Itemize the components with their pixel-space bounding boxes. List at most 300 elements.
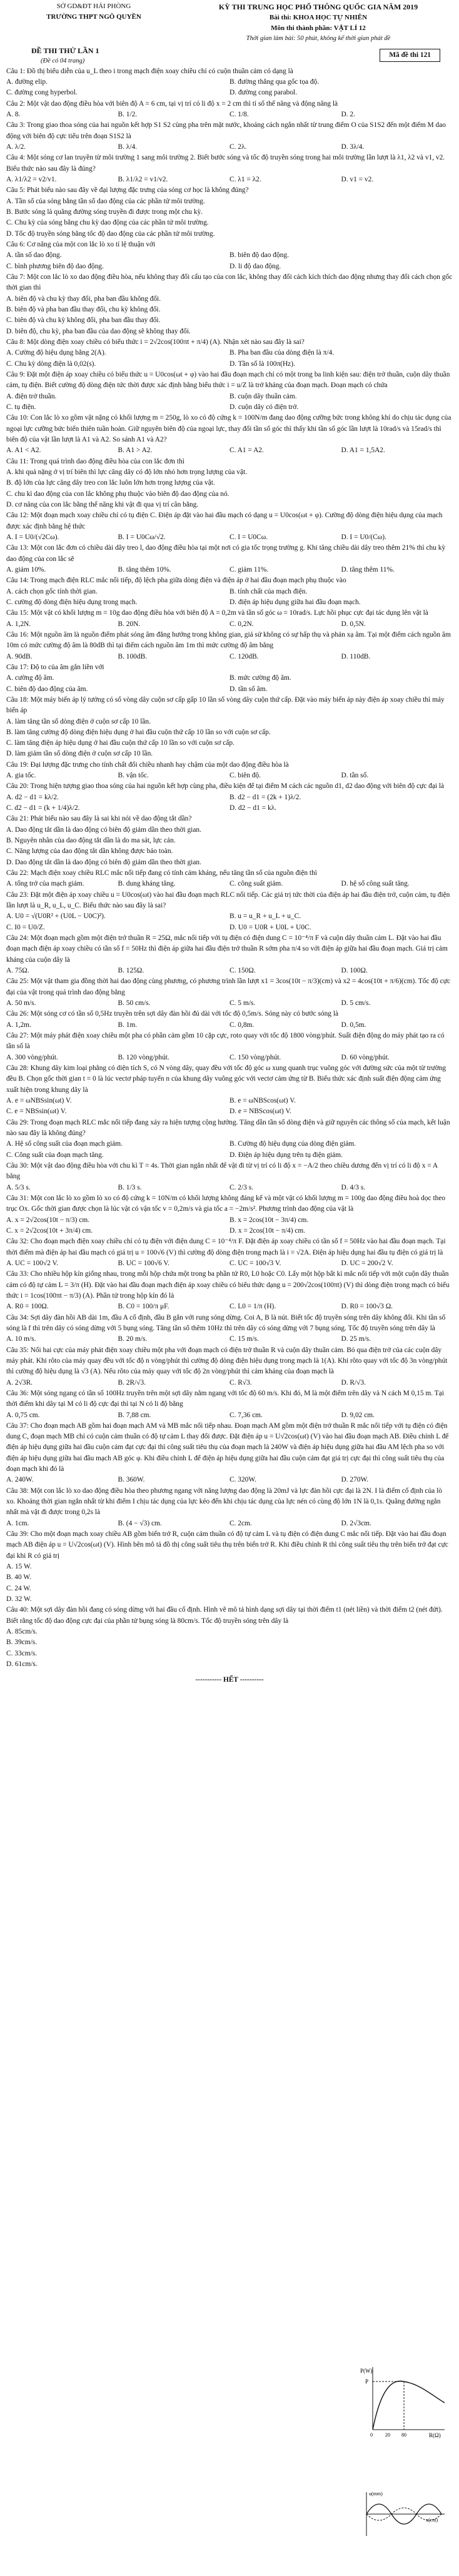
school-block xyxy=(6,1,181,44)
exam-subheader xyxy=(6,45,453,66)
question-9 xyxy=(6,370,453,413)
answer-option: A. 240W. xyxy=(6,1476,34,1484)
answer-option: B. 120 vòng/phút. xyxy=(118,1053,169,1061)
answer-option: B. Nguyên nhân của dao động tắt dần là do ma sát, lực cản. xyxy=(6,837,176,845)
answer-option: B. 360W. xyxy=(118,1476,145,1484)
page-count: (Đề có 04 trang) xyxy=(41,57,85,64)
standing-wave-figure xyxy=(360,2489,448,2539)
answer-option: A. cường độ âm. xyxy=(6,674,54,682)
answer-option: B. tăng thêm 10%. xyxy=(118,565,171,573)
answer-options xyxy=(6,770,453,781)
answer-option: C. I0 = U0/Z. xyxy=(6,923,45,931)
answer-option: B. 100dB. xyxy=(118,652,148,660)
answer-option: D. 100Ω. xyxy=(341,967,368,975)
answer-option: A. khi quả nặng ở vị trí biên thì lực căng dây có độ lớn nhỏ hơn trọng lượng của vật. xyxy=(6,468,248,476)
answer-option: B. d2 − d1 = (2k + 1)λ/2. xyxy=(230,793,301,801)
answer-option: D. 4/3 s. xyxy=(341,1183,366,1191)
question-20 xyxy=(6,781,453,814)
question-37 xyxy=(6,1421,453,1486)
answer-options xyxy=(6,445,453,456)
question-stem: Câu 1: Đồ thị biểu diễn của u_L theo i trong mạch điện xoay chiều chỉ có cuộn thuần cảm có dạng là xyxy=(6,67,293,75)
answer-option: B. A1 > A2. xyxy=(118,447,153,455)
question-24 xyxy=(6,933,453,976)
answer-option: B. I = U0Cω/√2. xyxy=(118,533,166,541)
answer-option: A. 2√3R. xyxy=(6,1378,33,1386)
answer-option: D. v1 = v2. xyxy=(341,176,374,184)
question-stem: Câu 9: Đặt một điện áp xoay chiều có biểu thức u = U0cos(ωt + φ) vào hai đầu đoạn mạch chỉ có một trong ba linh kiện sau: điện trở thuần, cuộn dây thuần cảm, tụ điện. Biết cường độ dòng điện tức thời được xác định bằng biểu thức i = u/Z là trở kháng của đoạn mạch. Đoạn mạch có chứa xyxy=(6,371,450,390)
answer-option: D. li độ dao động. xyxy=(230,262,281,270)
answer-option: D. UC = 200√2 V. xyxy=(341,1259,393,1267)
answer-option: C. Chu kỳ của sóng bằng chu kỳ dao động của các phần tử môi trường. xyxy=(6,219,209,227)
answer-option: B. mức cường độ âm. xyxy=(230,674,291,682)
answer-options xyxy=(6,1378,453,1388)
exam-header xyxy=(6,0,453,44)
answer-option: D. A1 = 1,5A2. xyxy=(341,447,385,455)
answer-option: D. 0,5N. xyxy=(341,620,366,628)
answer-option: D. đường cong parabol. xyxy=(230,89,298,97)
answer-option: B. e = ωNBScos(ωt) V. xyxy=(230,1096,296,1104)
answer-option: D. 270W. xyxy=(341,1476,369,1484)
answer-option: C. A1 = A2. xyxy=(230,447,264,455)
answer-options xyxy=(6,652,453,662)
question-stem: Câu 6: Cơ năng của một con lắc lò xo tỉ lệ thuận với xyxy=(6,241,156,249)
question-stem: Câu 17: Độ to của âm gắn liền với xyxy=(6,663,104,671)
answer-option: A. d2 − d1 = kλ/2. xyxy=(6,793,59,801)
question-stem: Câu 25: Một vật tham gia đồng thời hai dao động cùng phương, có phương trình lần lượt x1 = 3cos(10t − π/3)(cm) và x2 = 4cos(10t + π/6)(cm). Tốc độ cực đại của vật trong quá trình dao động bằng xyxy=(6,977,450,996)
answer-options xyxy=(6,1183,453,1193)
answer-options xyxy=(6,532,453,543)
answer-option: C. biên độ dao động của âm. xyxy=(6,685,88,693)
question-30 xyxy=(6,1161,453,1193)
answer-option: C. d2 − d1 = (k + 1/4)λ/2. xyxy=(6,804,80,812)
answer-option: B. vận tốc. xyxy=(118,772,149,780)
answer-option: D. 2. xyxy=(341,111,355,119)
answer-option: A. biên độ và chu kỳ thay đổi, pha ban đầu không đổi. xyxy=(6,295,161,303)
answer-option: C. 0,8m. xyxy=(230,1021,255,1029)
question-stem: Câu 39: Cho một đoạn mạch xoay chiều AB gồm biến trở R, cuộn cảm thuần có độ tự cảm L và tụ điện có điện dung C mắc nối tiếp. Đặt vào hai đầu đoạn mạch AB điện áp u = U√2cos(ωt) (V). Hình bên mô tả đồ thị công suất tiêu thụ trên biến trở R. Khi điều chỉnh R thì công suất tiêu thụ trên biến trở đạt cực đại khi R có giá trị xyxy=(6,1530,448,1560)
answer-option: B. C0 = 100/π μF. xyxy=(118,1303,169,1311)
answer-option: B. Bước sóng là quãng đường sóng truyền đi được trong một chu kỳ. xyxy=(6,208,203,216)
question-2 xyxy=(6,99,453,121)
answer-option: A. UC = 100√2 V. xyxy=(6,1259,59,1267)
answer-option: C. x = 2√2cos(10t + 3π/4) cm. xyxy=(6,1226,93,1235)
answer-option: A. điện trở thuần. xyxy=(6,392,57,400)
answer-option: C. 7,36 cm. xyxy=(230,1411,263,1419)
answer-option: C. 5 m/s. xyxy=(230,999,256,1008)
answer-option: B. 1m. xyxy=(118,1021,138,1029)
answer-option: A. 10 m/s. xyxy=(6,1335,36,1343)
answer-options xyxy=(6,619,453,630)
answer-option: A. cách chọn gốc tính thời gian. xyxy=(6,587,98,595)
answer-option: C. biên độ và chu kỳ không đổi, pha ban đầu thay đổi. xyxy=(6,316,161,325)
exam-time: Thời gian làm bài: 50 phút, không kể thời gian phát đề xyxy=(246,34,391,42)
question-stem: Câu 30: Một vật dao động điều hòa với chu kì T = 4s. Thời gian ngắn nhất để vật đi từ vị trí có li độ x = −A/2 theo chiều dương đến vị trí có li độ x = A bằng xyxy=(6,1161,438,1181)
answer-option: A. 5/3 s. xyxy=(6,1183,31,1191)
question-stem: Câu 8: Một dòng điện xoay chiều có biểu thức i = 2√2cos(100πt + π/4) (A). Nhận xét nào sau đây là sai? xyxy=(6,338,305,346)
question-16 xyxy=(6,630,453,662)
answer-option: C. 0,2N. xyxy=(230,620,254,628)
fig39-peak: P xyxy=(365,2378,369,2385)
answer-option: A. 50 m/s. xyxy=(6,999,36,1008)
answer-option: C. 2/3 s. xyxy=(230,1183,253,1191)
question-stem: Câu 20: Trong hiện tượng giao thoa sóng của hai nguồn kết hợp cùng pha, điều kiện để tại điểm M cách các nguồn d1, d2 dao động với biên độ cực đại là xyxy=(6,782,445,790)
answer-option: C. giảm 11%. xyxy=(230,565,269,573)
answer-options xyxy=(6,1562,453,1605)
answer-option: A. x = 2√2cos(10t − π/3) cm. xyxy=(6,1216,90,1224)
answer-option: D. làm giảm tần số dòng điện ở cuộn sơ cấp 10 lần. xyxy=(6,750,153,758)
answer-option: B. (4 − √3) cm. xyxy=(118,1519,162,1527)
question-stem: Câu 36: Một sóng ngang có tần số 100Hz truyền trên một sợi dây nằm ngang với tốc độ 60 m/s. Khi đó, M là một điểm trên dây và N cách M 0,15 m. Tại thời điểm khi dây tại M có li độ cực đại thì tại N có li độ bằng xyxy=(6,1389,444,1408)
answer-options xyxy=(6,1020,453,1031)
exam-code: Mã đề thi 121 xyxy=(380,49,440,62)
answer-options xyxy=(6,1215,453,1237)
exam-section: Bài thi: KHOA HỌC TỰ NHIÊN xyxy=(269,14,368,22)
question-stem: Câu 34: Sợi dây đàn hồi AB dài 1m, đầu A cố định, đầu B gắn với rung sóng dừng. Coi A, B là nút. Biết tốc độ truyền sóng trên dây không đổi. Khi tần số sóng là f thì trên dây có sóng dừng với 5 bụng sóng. Tăng tần số thêm 10Hz thì trên dây có sóng dừng với 7 bụng sóng. Tốc độ truyền sóng trên dây là xyxy=(6,1313,446,1332)
question-list xyxy=(6,66,453,1670)
answer-option: D. điện áp hiệu dụng giữa hai đầu đoạn mạch. xyxy=(230,598,361,606)
answer-option: D. x = 2cos(10t − π/4) cm. xyxy=(230,1226,306,1235)
answer-options xyxy=(6,196,453,240)
answer-option: D. 2√3cm. xyxy=(341,1519,371,1527)
answer-option: C. tụ điện. xyxy=(6,403,36,411)
question-stem: Câu 5: Phát biểu nào sau đây về đại lượng đặc trưng của sóng cơ học là không đúng? xyxy=(6,186,249,194)
question-stem: Câu 40: Một sợi dây đàn hồi đang có sóng dừng với hai đầu cố định. Hình vẽ mô tả hình dạng sợi dây tại thời điểm t1 (nét liền) và thời điểm t2 (nét đứt). Biết rằng tốc độ dao động cực đại của phần tử bụng sóng là 80cm/s. Tốc độ truyền sóng trên dây là xyxy=(6,1606,443,1625)
question-7 xyxy=(6,272,453,337)
answer-option: A. 0,75 cm. xyxy=(6,1411,40,1419)
question-stem: Câu 37: Cho đoạn mạch AB gồm hai đoạn mạch AM và MB mắc nối tiếp nhau. Đoạn mạch AM gồm một điện trở thuần R mắc nối tiếp với tụ điện có điện dung C, đoạn mạch MB chỉ có cuộn cảm thuần có độ tự cảm L thay đổi được. Đặt điện áp u = U√2cos(ωt) (V) vào hai đầu đoạn mạch AB. Điều chỉnh L để điện áp hiệu dụng giữa hai đầu cuộn cảm đạt cực đại thì công suất tiêu thụ của đoạn mạch là 240W và điện áp hiệu dụng giữa hai đầu AM lệch pha so với điện áp hiệu dụng giữa hai đầu mạch AB góc φ. Khi điều chỉnh L để điện áp hiệu dụng giữa hai đầu cuộn cảm đạt giá trị cực đại thì công suất tiêu thụ của đoạn mạch khi đó là xyxy=(6,1422,449,1473)
answer-option: C. 2λ. xyxy=(230,143,247,151)
answer-option: D. 9,02 cm. xyxy=(341,1411,375,1419)
question-1 xyxy=(6,66,453,99)
answer-option: C. Năng lượng của dao động tắt dần không được bảo toàn. xyxy=(6,847,173,856)
answer-options xyxy=(6,825,453,868)
answer-option: D. Tần số là 100π(Hz). xyxy=(230,360,295,368)
answer-option: B. 20 m/s. xyxy=(118,1335,148,1343)
question-12 xyxy=(6,510,453,543)
answer-options xyxy=(6,1410,453,1421)
question-29 xyxy=(6,1118,453,1161)
question-stem: Câu 14: Trong mạch điện RLC mắc nối tiếp, độ lệch pha giữa dòng điện và điện áp ở hai đầu đoạn mạch phụ thuộc vào xyxy=(6,577,346,585)
question-40 xyxy=(6,1605,453,1670)
answer-option: D. U0 = U0R + U0L + U0C. xyxy=(230,923,311,931)
answer-options xyxy=(6,348,453,370)
answer-option: D. 110dB. xyxy=(341,652,371,660)
answer-option: B. biên độ dao động. xyxy=(230,251,289,260)
answer-option: D. R0 = 100√3 Ω. xyxy=(341,1303,393,1311)
question-stem: Câu 4: Một sóng cơ lan truyền từ môi trường 1 sang môi trường 2. Biết bước sóng và tốc độ truyền sóng trong hai môi trường lần lượt là λ1, λ2 và v1, v2. Biểu thức nào sau đây là đúng? xyxy=(6,154,445,173)
question-36 xyxy=(6,1388,453,1421)
answer-option: C. 320W. xyxy=(230,1476,256,1484)
question-stem: Câu 15: Một vật có khối lượng m = 10g dao động điều hòa với biên độ A = 0,2m và tần số góc ω = 10rad/s. Lực hồi phục cực đại tác dụng lên vật là xyxy=(6,609,428,617)
answer-option: B. 39cm/s. xyxy=(6,1639,38,1647)
question-8 xyxy=(6,337,453,370)
answer-option: A. 85cm/s. xyxy=(6,1628,38,1636)
answer-option: B. u = u_R + u_L + u_C. xyxy=(230,912,301,921)
fig39-xtick-0: 0 xyxy=(370,2432,373,2438)
question-stem: Câu 32: Cho đoạn mạch điện xoay chiều chỉ có tụ điện với điện dung C = 10⁻⁴/π F. Đặt điện áp xoay chiều có tần số f = 50Hz vào hai đầu đoạn mạch. Tại thời điểm mà điện áp hai đầu mạch có giá trị u = 100√6 (V) thì cường độ dòng điện trong mạch là i = √2A. Điện áp hiệu dụng hai đầu tụ điện có giá trị là xyxy=(6,1238,446,1256)
test-name: ĐỀ THI THỬ LẦN 1 xyxy=(31,46,99,55)
answer-option: A. tổng trở của mạch giảm. xyxy=(6,880,84,888)
answer-option: D. biên độ, chu kỳ, pha ban đầu của dao động sẽ không thay đổi. xyxy=(6,327,191,335)
answer-option: B. Cường độ hiệu dụng của dòng điện giảm. xyxy=(230,1140,356,1148)
question-stem: Câu 31: Một con lắc lò xo gồm lò xo có độ cứng k = 10N/m có khối lượng không đáng kể và một vật có khối lượng m = 100g dao động điều hoà dọc theo trục Ox. Gốc thời gian được chọn là lúc vật có vận tốc v = 0,2m/s và gia tốc a = −2m/s². Phương trình dao động của vật là xyxy=(6,1194,446,1213)
answer-option: A. đường elip. xyxy=(6,78,48,86)
question-34 xyxy=(6,1313,453,1345)
answer-option: A. 1,2m. xyxy=(6,1021,31,1029)
answer-option: A. 90dB. xyxy=(6,652,33,660)
answer-option: D. tần số âm. xyxy=(230,685,268,693)
question-26 xyxy=(6,1009,453,1031)
question-stem: Câu 24: Một đoạn mạch gồm một điện trở thuần R = 25Ω, mắc nối tiếp với tụ điện có điện dung C = 10⁻⁴/π F và cuộn dây thuần cảm L. Đặt vào hai đầu đoạn mạch điện áp xoay chiều có tần số f = 50Hz thì điện áp giữa hai đầu điện trở thuần R sớm pha π/4 so với điện áp giữa hai đầu đoạn mạch. Giá trị cảm kháng của cuộn dây là xyxy=(6,934,448,964)
answer-options xyxy=(6,142,453,153)
answer-option: D. cơ năng của con lắc bằng thế năng khi vật đi qua vị trí cân bằng. xyxy=(6,500,199,508)
answer-option: A. I = U0/(√2Cω). xyxy=(6,533,59,541)
question-15 xyxy=(6,608,453,630)
question-22 xyxy=(6,868,453,890)
question-stem: Câu 16: Một nguồn âm là nguồn điểm phát sóng âm đẳng hướng trong không gian, giả sử không có sự hấp thụ và phản xạ âm. Tại một điểm cách nguồn âm 10m có mức cường độ âm là 80dB thì tại điểm cách nguồn âm 1m thì mức cường độ âm bằng xyxy=(6,630,451,650)
question-25 xyxy=(6,976,453,1009)
answer-option: B. 50 cm/s. xyxy=(118,999,151,1008)
answer-options xyxy=(6,1334,453,1345)
answer-option: C. I = U0Cω. xyxy=(230,533,268,541)
question-stem: Câu 19: Đại lượng đặc trưng cho tính chất đổi chiều nhanh hay chậm của một dao động điều hòa là xyxy=(6,760,289,769)
answer-option: C. Chu kỳ dòng điện là 0,02(s). xyxy=(6,360,96,368)
answer-options xyxy=(6,1301,453,1312)
answer-option: C. R√3. xyxy=(230,1378,252,1386)
answer-option: D. hệ số công suất tăng. xyxy=(341,880,410,888)
answer-option: B. cuộn dây thuần cảm. xyxy=(230,392,297,400)
question-39 xyxy=(6,1529,453,1605)
answer-option: A. λ/2. xyxy=(6,143,26,151)
question-4 xyxy=(6,153,453,185)
answer-option: A. Cường độ hiệu dụng bằng 2(A). xyxy=(6,349,106,357)
department-name: SỞ GD&ĐT HẢI PHÒNG xyxy=(56,3,131,10)
question-stem: Câu 22: Mạch điện xoay chiều RLC mắc nối tiếp đang có tính cảm kháng, nếu tăng tần số của nguồn điện thì xyxy=(6,869,317,877)
question-stem: Câu 35: Nối hai cực của máy phát điện xoay chiều một pha với đoạn mạch có điện trở thuần R và cuộn dây thuần cảm. Bỏ qua điện trở của các cuộn dây máy phát. Khi rôto của máy quay đều với tốc độ n vòng/phút thì cường độ dòng điện hiệu dụng trong mạch là 1(A). Khi rôto quay với tốc độ 3n vòng/phút thì cường độ hiệu dụng là √3 (A). Nếu rôto của máy quay với tốc độ 2n vòng/phút thì cảm kháng của đoạn mạch là xyxy=(6,1346,448,1376)
answer-option: C. 150Ω. xyxy=(230,967,256,975)
question-stem: Câu 21: Phát biểu nào sau đây là sai khi nói về dao động tắt dần? xyxy=(6,815,192,823)
answer-option: C. e = NBSsin(ωt) V. xyxy=(6,1108,67,1116)
answer-option: A. 1cm. xyxy=(6,1519,29,1527)
answer-option: A. 1,2N. xyxy=(6,620,31,628)
answer-options xyxy=(6,1096,453,1118)
answer-option: C. cường độ dòng điện hiệu dụng trong mạch. xyxy=(6,598,138,606)
answer-option: B. làm tăng cường độ dòng điện hiệu dụng ở hai đầu cuộn thứ cấp 10 lần so với cuộn sơ cấp. xyxy=(6,728,271,736)
answer-option: B. Pha ban đầu của dòng điện là π/4. xyxy=(230,349,335,357)
question-17 xyxy=(6,662,453,695)
answer-options xyxy=(6,792,453,814)
fig39-ylabel: P(W) xyxy=(360,2368,373,2374)
answer-option: B. 1/2. xyxy=(118,111,138,119)
answer-option: A. Hệ số công suất của đoạn mạch giảm. xyxy=(6,1140,123,1148)
answer-options xyxy=(6,587,453,609)
question-stem: Câu 10: Con lắc lò xo gồm vật nặng có khối lượng m = 250g, lò xo có độ cứng k = 100N/m đang dao động cưỡng bức trong không khí do chịu tác dụng của ngoại lực cưỡng bức biến thiên tuần hoàn. Giữ nguyên biên độ của ngoại lực, thay đổi tần số góc thì thấy khi tần số góc lần lượt là 10rad/s và 15rad/s thì biên độ của vật lần lượt là A1 và A2. So sánh A1 và A2? xyxy=(6,414,451,443)
answer-option: A. e = ωNBSsin(ωt) V. xyxy=(6,1096,72,1104)
question-18 xyxy=(6,695,453,760)
answer-option: C. 120dB. xyxy=(230,652,259,660)
fig39-xtick-1: 20 xyxy=(385,2432,390,2438)
question-33 xyxy=(6,1269,453,1312)
question-stem: Câu 27: Một máy phát điện xoay chiều một pha có phần cảm gồm 10 cặp cực, roto quay với tốc độ 1800 vòng/phút. Suất điện động do máy phát tạo ra có tần số là xyxy=(6,1032,445,1051)
answer-options xyxy=(6,391,453,413)
fig39-xlabel: R(Ω) xyxy=(429,2432,441,2438)
question-stem: Câu 12: Một đoạn mạch xoay chiều chỉ có tụ điện C. Điện áp đặt vào hai đầu mạch có dạng u = U0cos(ωt + φ). Cường độ dòng điện hiệu dụng của mạch được xác định bằng hệ thức xyxy=(6,512,443,530)
answer-option: D. cuộn dây có điện trở. xyxy=(230,403,299,411)
answer-option: C. Công suất của đoạn mạch tăng. xyxy=(6,1151,104,1159)
answer-options xyxy=(6,717,453,760)
answer-option: C. làm tăng điện áp hiệu dụng ở hai đầu cuộn thứ cấp 10 lần so với cuộn sơ cấp. xyxy=(6,739,235,747)
exam-title: KỲ THI TRUNG HỌC PHỔ THÔNG QUỐC GIA NĂM 2019 xyxy=(218,3,418,11)
answer-option: D. 61cm/s. xyxy=(6,1660,38,1669)
answer-option: A. gia tốc. xyxy=(6,772,36,780)
question-stem: Câu 29: Trong đoạn mạch RLC mắc nối tiếp đang xảy ra hiện tượng cộng hưởng. Tăng dần tần số dòng điện và giữ nguyên các thông số của mạch, kết luận nào sau đây là không đúng? xyxy=(6,1118,450,1137)
question-stem: Câu 23: Đặt một điện áp xoay chiều u = U0cos(ωt) vào hai đầu đoạn mạch RLC nối tiếp. Các giá trị tức thời của điện áp hai đầu điện trở, cuộn cảm, tụ điện lần lượt là u_R, u_L, u_C. Biểu thức nào sau đây là sai? xyxy=(6,891,450,910)
answer-option: B. dung kháng tăng. xyxy=(118,880,176,888)
answer-option: B. UC = 100√6 V. xyxy=(118,1259,170,1267)
answer-option: B. đường thẳng qua gốc tọa độ. xyxy=(230,78,320,86)
question-stem: Câu 18: Một máy biến áp lý tưởng có số vòng dây cuộn sơ cấp gấp 10 lần số vòng dây cuộn thứ cấp. Đặt vào máy biến áp này điện áp xoay chiều thì máy biến áp xyxy=(6,695,445,715)
question-23 xyxy=(6,890,453,933)
answer-option: D. Điện áp hiệu dụng trên tụ điện giảm. xyxy=(230,1151,343,1159)
answer-option: B. độ lớn của lực căng dây treo con lắc luôn lớn hơn trọng lượng của vật. xyxy=(6,479,215,487)
question-31 xyxy=(6,1193,453,1236)
question-27 xyxy=(6,1031,453,1063)
answer-option: C. 24 W. xyxy=(6,1584,31,1592)
answer-options xyxy=(6,467,453,510)
answer-option: D. e = NBScos(ωt) V. xyxy=(230,1108,291,1116)
answer-option: A. 75Ω. xyxy=(6,967,29,975)
question-stem: Câu 38: Một con lắc lò xo dao động điều hòa theo phương ngang với năng lượng dao động là 20mJ và lực đàn hồi cực đại là 2N. I là điểm cố định của lò xo. Khoảng thời gian ngắn nhất từ khi điểm I chịu tác dụng của lực kéo đến khi chịu tác dụng của lực nén có cùng độ lớn 1N là 0,1s. Quãng đường ngắn nhất mà vật đi được trong 0,2s là xyxy=(6,1487,442,1517)
answer-option: A. tần số dao động. xyxy=(6,251,62,260)
answer-options xyxy=(6,966,453,976)
answer-option: A. Dao động tắt dần là dao động có biên độ giảm dần theo thời gian. xyxy=(6,826,201,834)
answer-options xyxy=(6,250,453,272)
question-3 xyxy=(6,120,453,153)
answer-options xyxy=(6,998,453,1009)
answer-option: B. biên độ và pha ban đầu thay đổi, chu kỳ không đổi. xyxy=(6,306,161,314)
answer-option: B. 7,88 cm. xyxy=(118,1411,151,1419)
answer-option: B. 1/3 s. xyxy=(118,1183,142,1191)
answer-option: D. 0,5m. xyxy=(341,1021,366,1029)
answer-option: C. công suất giảm. xyxy=(230,880,283,888)
question-6 xyxy=(6,240,453,272)
answer-options xyxy=(6,1627,453,1670)
question-11 xyxy=(6,457,453,511)
answer-options xyxy=(6,911,453,933)
exam-info-block xyxy=(184,1,453,44)
exam-subject: Môn thi thành phần: VẬT LÍ 12 xyxy=(271,24,366,32)
school-name: TRƯỜNG THPT NGÔ QUYỀN xyxy=(46,13,141,21)
answer-option: C. biên độ. xyxy=(230,772,261,780)
answer-option: A. Tần số của sóng bằng tần số dao động của các phần tử môi trường. xyxy=(6,197,205,205)
answer-options xyxy=(6,294,453,337)
answer-options xyxy=(6,109,453,120)
fig39-xtick-2: 80 xyxy=(401,2432,406,2438)
question-10 xyxy=(6,413,453,456)
end-marker: ----------- HẾT ---------- xyxy=(195,1676,264,1684)
answer-option: A. R0 = 100Ω. xyxy=(6,1303,49,1311)
answer-options xyxy=(6,1053,453,1063)
question-stem: Câu 3: Trong giao thoa sóng của hai nguồn kết hợp S1 S2 cùng pha trên mặt nước, khoảng cách ngắn nhất từ trung điểm O của S1S2 đến một điểm M dao động với biên độ cực tiểu trên đoạn S1S2 là xyxy=(6,121,446,140)
answer-option: D. 32 W. xyxy=(6,1595,32,1604)
answer-option: D. R/√3. xyxy=(341,1378,366,1386)
answer-option: D. 60 vòng/phút. xyxy=(341,1053,390,1061)
answer-options xyxy=(6,174,453,185)
answer-options xyxy=(6,565,453,575)
answer-option: C. 33cm/s. xyxy=(6,1649,38,1657)
answer-option: D. I = U0/(Cω). xyxy=(341,533,386,541)
answer-option: A. 300 vòng/phút. xyxy=(6,1053,58,1061)
answer-options xyxy=(6,1518,453,1529)
answer-options xyxy=(6,1139,453,1161)
answer-option: C. chu kì dao động của con lắc không phụ thuộc vào biên độ dao động của nó. xyxy=(6,490,230,498)
answer-options xyxy=(6,879,453,889)
answer-options xyxy=(6,77,453,99)
question-5 xyxy=(6,185,453,240)
answer-option: C. đường cong hyperbol. xyxy=(6,89,78,97)
question-38 xyxy=(6,1486,453,1529)
answer-option: C. bình phương biên độ dao động. xyxy=(6,262,104,270)
question-stem: Câu 26: Một sóng cơ có tần số 0,5Hz truyền trên sợi dây đàn hồi đủ dài với tốc độ 0,5m/s. Sóng này có bước sóng là xyxy=(6,1010,339,1018)
question-14 xyxy=(6,575,453,608)
question-19 xyxy=(6,760,453,782)
answer-option: A. giảm 10%. xyxy=(6,565,46,573)
answer-option: D. 25 m/s. xyxy=(341,1335,371,1343)
answer-options xyxy=(6,673,453,695)
answer-option: D. Tốc độ truyền sóng bằng tốc độ dao động của các phần tử môi trường. xyxy=(6,230,215,238)
answer-option: B. λ/4. xyxy=(118,143,138,151)
answer-option: C. 1/8. xyxy=(230,111,249,119)
answer-option: B. 2R/√3. xyxy=(118,1378,146,1386)
question-stem: Câu 7: Một con lắc lò xo dao động điều hòa, nếu không thay đổi cấu tạo của con lắc, không thay đổi cách kích thích dao động nhưng thay đổi cách chọn gốc thời gian thì xyxy=(6,273,453,292)
question-stem: Câu 33: Cho nhiều hộp kín giống nhau, trong mỗi hộp chứa một trong ba phần tử R0, L0 hoặc C0. Lấy một hộp bất kì mắc nối tiếp với một cuộn dây thuần cảm có độ tự cảm L = 3/π (H). Đặt vào hai đầu đoạn mạch điện áp xoay chiều có biểu thức dạng u = 200√2cos(100πt) (V) thì dòng điện trong mạch có biểu thức i = 1cos(100πt − π/3) (A). Phần tử trong hộp kín đó là xyxy=(6,1270,450,1300)
answer-option: B. λ1/λ2 = v1/v2. xyxy=(118,176,168,184)
fig40-ylabel: u(mm) xyxy=(369,2491,383,2497)
answer-option: A. làm tăng tần số dòng điện ở cuộn sơ cấp 10 lần. xyxy=(6,717,151,725)
question-28 xyxy=(6,1063,453,1118)
fig40-xlabel: x(cm) xyxy=(426,2517,438,2523)
question-stem: Câu 28: Khung dây kim loại phẳng có diện tích S, có N vòng dây, quay đều với tốc độ góc ω xung quanh trục vuông góc với đường sức của một từ trường đều B. Chọn gốc thời gian t = 0 là lúc vectơ pháp tuyến n của khung dây vuông góc với vectơ cảm ứng từ B. Biểu thức xác định suất điện động cảm ứng xuất hiện trong khung dây là xyxy=(6,1064,446,1094)
answer-options xyxy=(6,1258,453,1269)
question-21 xyxy=(6,814,453,868)
question-stem: Câu 2: Một vật dao động điều hòa với biên độ A = 6 cm, tại vị trí có li độ x = 2 cm thì tỉ số thế năng và động năng là xyxy=(6,99,338,108)
answer-option: C. λ1 = λ2. xyxy=(230,176,261,184)
answer-option: D. Dao động tắt dần là dao động có biên độ giảm dần theo thời gian. xyxy=(6,858,201,866)
answer-option: C. 150 vòng/phút. xyxy=(230,1053,281,1061)
answer-option: B. tính chất của mạch điện. xyxy=(230,587,308,595)
answer-option: A. 15 W. xyxy=(6,1563,32,1571)
answer-option: B. x = 2cos(10t − 3π/4) cm. xyxy=(230,1216,309,1224)
answer-option: B. 40 W. xyxy=(6,1573,31,1582)
question-13 xyxy=(6,543,453,575)
question-stem: Câu 13: Một con lắc đơn có chiều dài dây treo l, dao động điều hòa tại một nơi có gia tốc trọng trường g. Khi tăng chiều dài dây treo thêm 21% thì chu kỳ dao động của con lắc sẽ xyxy=(6,544,446,563)
answer-option: B. 20N. xyxy=(118,620,141,628)
answer-option: C. 15 m/s. xyxy=(230,1335,259,1343)
answer-option: A. λ1/λ2 = v2/v1. xyxy=(6,176,57,184)
question-35 xyxy=(6,1345,453,1388)
answer-option: D. tăng thêm 11%. xyxy=(341,565,395,573)
question-32 xyxy=(6,1236,453,1269)
answer-option: A. U0 = √(U0R² + (U0L − U0C)²). xyxy=(6,912,106,921)
answer-option: D. 3λ/4. xyxy=(341,143,365,151)
answer-option: D. d2 − d1 = kλ. xyxy=(230,804,277,812)
answer-option: A. A1 < A2. xyxy=(6,447,41,455)
power-vs-resistance-figure xyxy=(360,2364,448,2439)
answer-option: D. 5 cm/s. xyxy=(341,999,371,1008)
answer-options xyxy=(6,1475,453,1485)
answer-option: C. UC = 100√3 V. xyxy=(230,1259,281,1267)
answer-option: A. 8. xyxy=(6,111,21,119)
